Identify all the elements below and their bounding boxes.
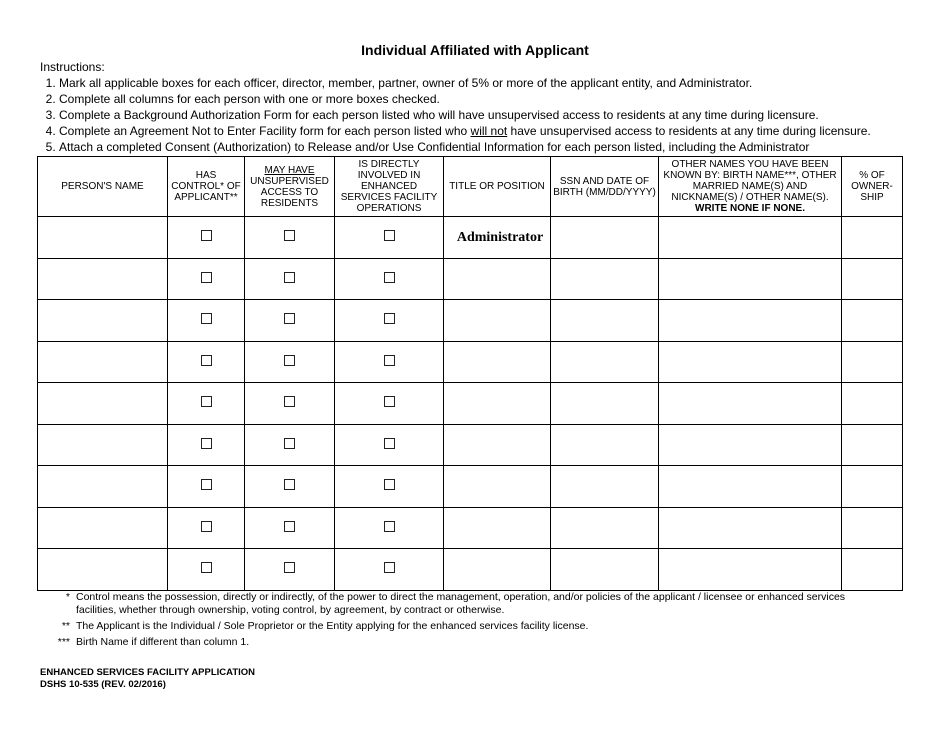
- ownership-cell[interactable]: [842, 549, 903, 591]
- name-cell[interactable]: [38, 383, 168, 425]
- page-title: Individual Affiliated with Applicant: [361, 42, 589, 58]
- footnote-mark: ***: [57, 636, 70, 648]
- ssn-cell[interactable]: [551, 300, 659, 342]
- name-cell[interactable]: [38, 549, 168, 591]
- control-checkbox[interactable]: [201, 230, 212, 241]
- title-cell[interactable]: [444, 383, 551, 425]
- control-cell: [168, 341, 245, 383]
- administrator-title: Administrator: [456, 229, 544, 245]
- title-cell[interactable]: [444, 507, 551, 549]
- ssn-cell[interactable]: [551, 383, 659, 425]
- ssn-cell[interactable]: [551, 507, 659, 549]
- instructions-label: Instructions:: [40, 60, 105, 74]
- header-title-position: TITLE OR POSITION: [444, 157, 551, 217]
- name-cell[interactable]: [38, 341, 168, 383]
- footnote-mark: *: [65, 591, 70, 603]
- table-row: [38, 217, 903, 259]
- header-ownership: % OF OWNER-SHIP: [842, 157, 903, 217]
- unsupervised-cell: [245, 383, 335, 425]
- control-cell: [168, 217, 245, 259]
- instruction-item: 5. Attach a completed Consent (Authorization) to Release and/or Use Confidential Information for each person listed, including the Administrator: [59, 139, 930, 155]
- form-number: DSHS 10-535 (REV. 02/2016): [40, 679, 166, 690]
- affiliates-table: [37, 156, 903, 591]
- other-names-cell[interactable]: [659, 424, 842, 466]
- involved-cell: [335, 507, 444, 549]
- title-cell[interactable]: [444, 217, 551, 259]
- unsupervised-checkbox[interactable]: [284, 479, 295, 490]
- involved-checkbox[interactable]: [384, 230, 395, 241]
- control-checkbox[interactable]: [201, 272, 212, 283]
- table-row: [38, 466, 903, 508]
- involved-checkbox[interactable]: [384, 562, 395, 573]
- footnotes: [50, 591, 880, 652]
- control-cell: [168, 507, 245, 549]
- ownership-cell[interactable]: [842, 383, 903, 425]
- table-header-row: [38, 157, 903, 217]
- table-row: [38, 424, 903, 466]
- other-names-cell[interactable]: [659, 217, 842, 259]
- unsupervised-checkbox[interactable]: [284, 438, 295, 449]
- unsupervised-cell: [245, 341, 335, 383]
- control-cell: [168, 549, 245, 591]
- title-cell[interactable]: [444, 549, 551, 591]
- ssn-cell[interactable]: [551, 217, 659, 259]
- table-row: [38, 258, 903, 300]
- involved-checkbox[interactable]: [384, 521, 395, 532]
- other-names-cell[interactable]: [659, 466, 842, 508]
- form-footer: [40, 667, 255, 691]
- footnote-text: The Applicant is the Individual / Sole Proprietor or the Entity applying for the enhanced services facility license.: [76, 620, 589, 632]
- involved-cell: [335, 549, 444, 591]
- footnote-mark: **: [61, 620, 70, 632]
- title-cell[interactable]: [444, 258, 551, 300]
- involved-checkbox[interactable]: [384, 355, 395, 366]
- involved-checkbox[interactable]: [384, 313, 395, 324]
- title-cell[interactable]: [444, 424, 551, 466]
- involved-cell: [335, 466, 444, 508]
- unsupervised-checkbox[interactable]: [284, 313, 295, 324]
- table-row: [38, 341, 903, 383]
- ssn-cell[interactable]: [551, 258, 659, 300]
- unsupervised-checkbox[interactable]: [284, 355, 295, 366]
- ownership-cell[interactable]: [842, 300, 903, 342]
- header-directly-involved: IS DIRECTLY INVOLVED IN ENHANCED SERVICES FACILITY OPERATIONS: [335, 157, 444, 217]
- involved-cell: [335, 217, 444, 259]
- other-names-cell[interactable]: [659, 300, 842, 342]
- involved-cell: [335, 424, 444, 466]
- unsupervised-checkbox[interactable]: [284, 272, 295, 283]
- control-cell: [168, 383, 245, 425]
- involved-cell: [335, 258, 444, 300]
- unsupervised-checkbox[interactable]: [284, 396, 295, 407]
- name-cell[interactable]: [38, 258, 168, 300]
- instructions: [40, 59, 930, 155]
- unsupervised-cell: [245, 258, 335, 300]
- instruction-item: 1. Mark all applicable boxes for each officer, director, member, partner, owner of 5% or more of the applicant entity, and Administrator.: [59, 75, 930, 91]
- ownership-cell[interactable]: [842, 507, 903, 549]
- ownership-cell[interactable]: [842, 424, 903, 466]
- form-name: ENHANCED SERVICES FACILITY APPLICATION: [40, 667, 256, 678]
- other-names-cell[interactable]: [659, 549, 842, 591]
- unsupervised-cell: [245, 300, 335, 342]
- ssn-cell[interactable]: [551, 549, 659, 591]
- ownership-cell[interactable]: [842, 466, 903, 508]
- involved-checkbox[interactable]: [384, 438, 395, 449]
- unsupervised-cell: [245, 424, 335, 466]
- control-cell: [168, 424, 245, 466]
- instruction-item: 2. Complete all columns for each person with one or more boxes checked.: [59, 91, 930, 107]
- control-checkbox[interactable]: [201, 479, 212, 490]
- control-checkbox[interactable]: [201, 355, 212, 366]
- table-row: [38, 549, 903, 591]
- control-cell: [168, 466, 245, 508]
- ownership-cell[interactable]: [842, 258, 903, 300]
- name-cell[interactable]: [38, 217, 168, 259]
- instruction-item: 4. Complete an Agreement Not to Enter Facility form for each person listed who will not have unsupervised access to residents at any time during licensure.: [59, 123, 930, 139]
- header-has-control: HAS CONTROL* OF APPLICANT**: [168, 157, 245, 217]
- involved-checkbox[interactable]: [384, 396, 395, 407]
- footnote-applicant: [50, 620, 880, 633]
- footnote-text: Control means the possession, directly or indirectly, of the power to direct the management, operation, and/or policies of the applicant / licensee or enhanced services facilities, whether through ownership, voting control, by agreement, by contract or otherwise.: [76, 591, 846, 616]
- table-row: [38, 300, 903, 342]
- control-checkbox[interactable]: [201, 313, 212, 324]
- unsupervised-cell: [245, 217, 335, 259]
- title-cell[interactable]: [444, 466, 551, 508]
- involved-cell: [335, 383, 444, 425]
- header-unsupervised-access: MAY HAVE UNSUPERVISED ACCESS TO RESIDENTS: [245, 157, 335, 217]
- instruction-item: 3. Complete a Background Authorization Form for each person listed who will have unsupervised access to residents at any time during licensure.: [59, 107, 930, 123]
- table-row: [38, 383, 903, 425]
- unsupervised-checkbox[interactable]: [284, 230, 295, 241]
- header-ssn-dob: SSN AND DATE OF BIRTH (MM/DD/YYYY): [551, 157, 659, 217]
- control-checkbox[interactable]: [201, 521, 212, 532]
- involved-cell: [335, 341, 444, 383]
- unsupervised-cell: [245, 507, 335, 549]
- control-checkbox[interactable]: [201, 438, 212, 449]
- involved-cell: [335, 300, 444, 342]
- unsupervised-cell: [245, 549, 335, 591]
- ssn-cell[interactable]: [551, 466, 659, 508]
- footnote-birth-name: [50, 636, 880, 649]
- control-cell: [168, 300, 245, 342]
- other-names-cell[interactable]: [659, 258, 842, 300]
- other-names-cell[interactable]: [659, 507, 842, 549]
- ownership-cell[interactable]: [842, 217, 903, 259]
- name-cell[interactable]: [38, 507, 168, 549]
- ssn-cell[interactable]: [551, 424, 659, 466]
- header-other-names: OTHER NAMES YOU HAVE BEEN KNOWN BY: BIRTH NAME***, OTHER MARRIED NAME(S) AND NICKNAME(S) / OTHER NAME(S). WRITE NONE IF NONE.: [659, 157, 842, 217]
- unsupervised-checkbox[interactable]: [284, 562, 295, 573]
- other-names-cell[interactable]: [659, 341, 842, 383]
- ownership-cell[interactable]: [842, 341, 903, 383]
- ssn-cell[interactable]: [551, 341, 659, 383]
- control-checkbox[interactable]: [201, 562, 212, 573]
- involved-checkbox[interactable]: [384, 479, 395, 490]
- control-cell: [168, 258, 245, 300]
- control-checkbox[interactable]: [201, 396, 212, 407]
- name-cell[interactable]: [38, 424, 168, 466]
- underlined-will-not: will not: [470, 124, 508, 138]
- footnote-text: Birth Name if different than column 1.: [76, 636, 250, 648]
- involved-checkbox[interactable]: [384, 272, 395, 283]
- unsupervised-cell: [245, 466, 335, 508]
- table-row: [38, 507, 903, 549]
- title-cell[interactable]: [444, 300, 551, 342]
- name-cell[interactable]: [38, 466, 168, 508]
- header-persons-name: PERSON'S NAME: [38, 157, 168, 217]
- unsupervised-checkbox[interactable]: [284, 521, 295, 532]
- footnote-control: [50, 591, 880, 617]
- other-names-cell[interactable]: [659, 383, 842, 425]
- name-cell[interactable]: [38, 300, 168, 342]
- title-cell[interactable]: [444, 341, 551, 383]
